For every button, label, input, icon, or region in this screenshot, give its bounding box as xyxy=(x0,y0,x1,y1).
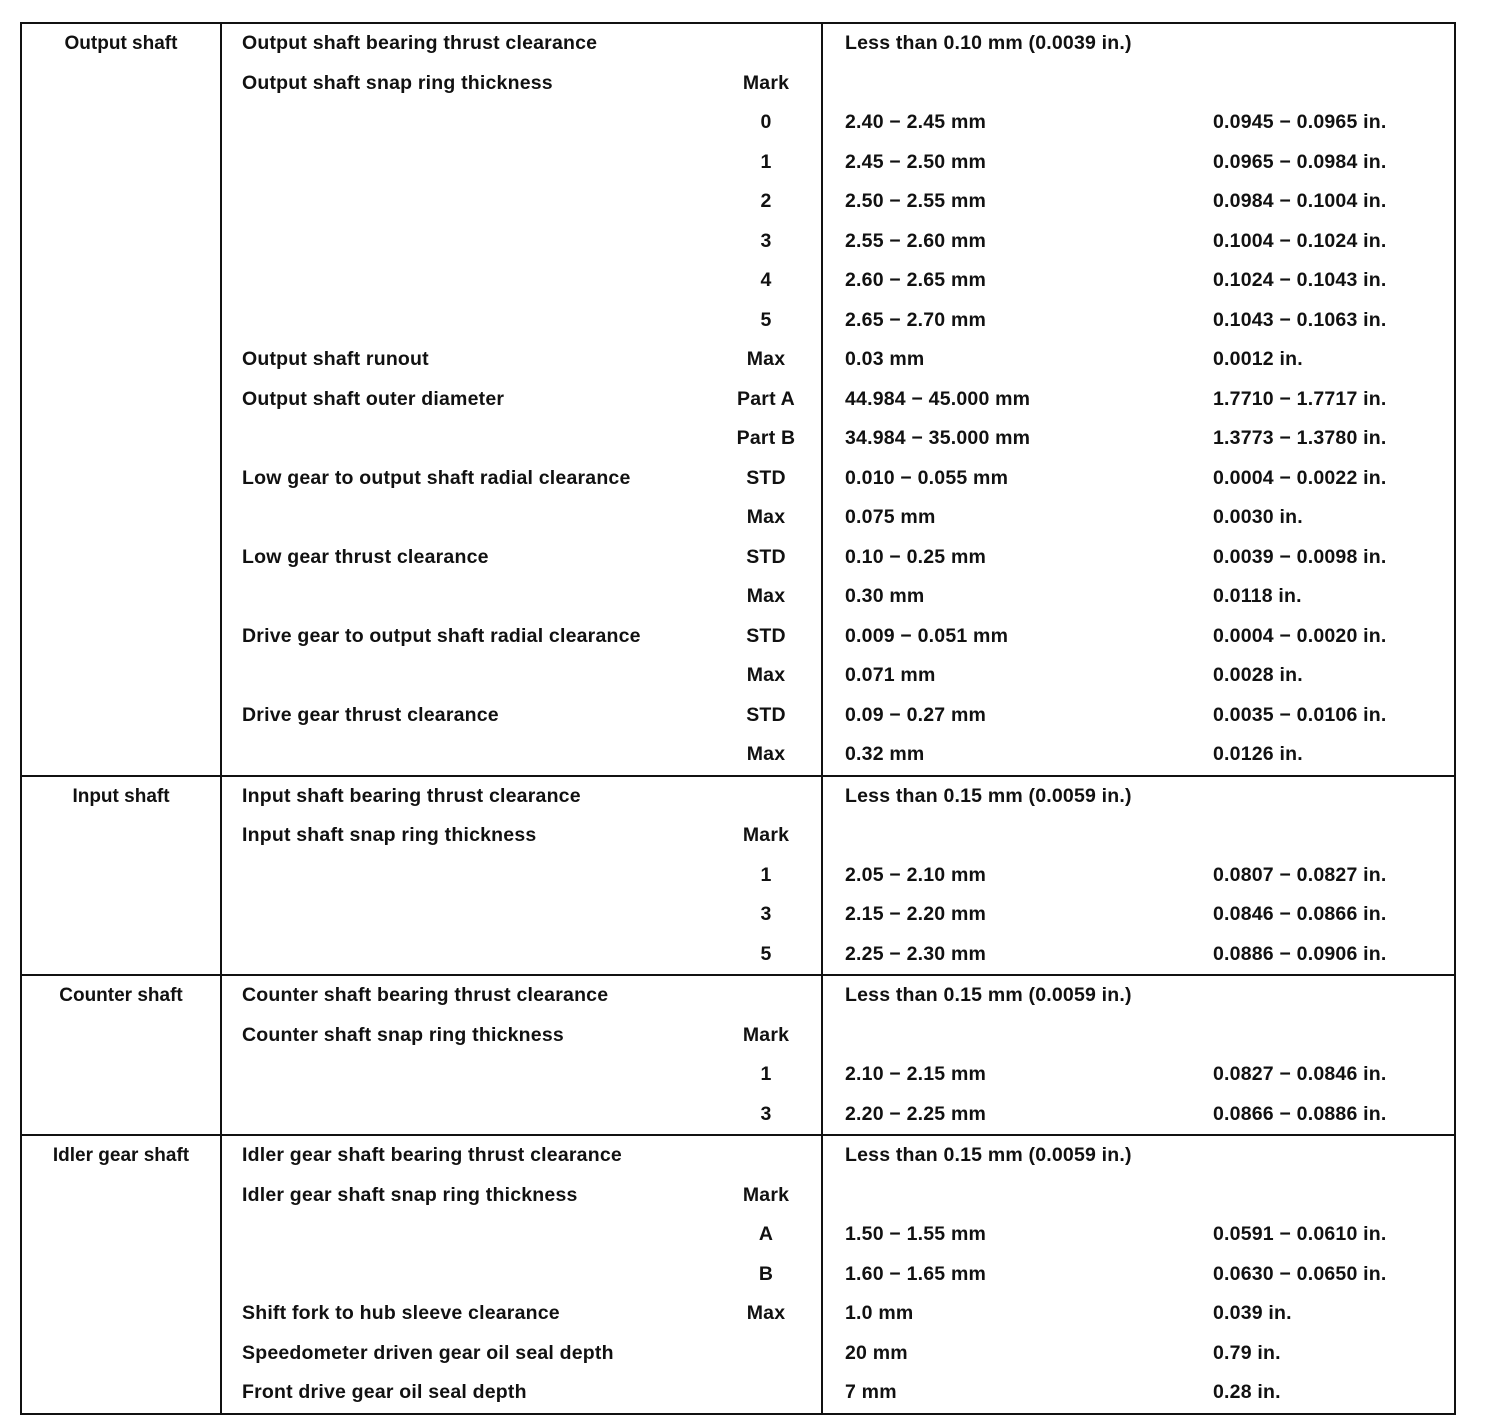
item-label: Shift fork to hub sleeve clearance xyxy=(242,1302,560,1325)
mark-label: Mark xyxy=(742,71,790,94)
value-mm: Less than 0.10 mm (0.0039 in.) xyxy=(845,32,1132,55)
mark-label: 1 xyxy=(760,863,772,886)
item-row xyxy=(222,816,821,856)
item-row xyxy=(222,1055,821,1095)
value-mm: 0.32 mm xyxy=(845,743,925,766)
value-mm: Less than 0.15 mm (0.0059 in.) xyxy=(845,1144,1132,1167)
section-output-shaft xyxy=(20,22,1456,775)
value-inch: 0.0827 − 0.0846 in. xyxy=(1213,1063,1387,1086)
value-row xyxy=(823,1373,1458,1413)
value-inch: 0.0039 − 0.0098 in. xyxy=(1213,545,1387,568)
value-mm: 2.45 − 2.50 mm xyxy=(845,150,987,173)
value-inch: 0.0866 − 0.0886 in. xyxy=(1213,1102,1387,1125)
value-row xyxy=(823,1016,1458,1056)
value-column xyxy=(823,24,1458,775)
item-row xyxy=(222,856,821,896)
mark-label: 3 xyxy=(760,1102,772,1125)
item-row xyxy=(222,656,821,696)
item-row xyxy=(222,103,821,143)
item-row xyxy=(222,419,821,459)
value-row xyxy=(823,777,1458,817)
value-column xyxy=(823,1136,1458,1413)
value-row xyxy=(823,1176,1458,1216)
value-mm: 2.05 − 2.10 mm xyxy=(845,863,987,886)
value-mm: 0.09 − 0.27 mm xyxy=(845,703,987,726)
value-row xyxy=(823,498,1458,538)
mark-label: Max xyxy=(746,664,786,687)
item-label: Idler gear shaft bearing thrust clearance xyxy=(242,1144,622,1167)
item-row xyxy=(222,301,821,341)
item-column xyxy=(222,976,823,1134)
value-inch: 0.0846 − 0.0866 in. xyxy=(1213,903,1387,926)
value-inch: 0.0028 in. xyxy=(1213,664,1303,687)
mark-label: Max xyxy=(746,348,786,371)
item-row xyxy=(222,1176,821,1216)
value-mm: 1.50 − 1.55 mm xyxy=(845,1223,987,1246)
item-row xyxy=(222,1334,821,1374)
value-inch: 0.0004 − 0.0020 in. xyxy=(1213,624,1387,647)
value-row xyxy=(823,1215,1458,1255)
value-inch: 0.79 in. xyxy=(1213,1341,1281,1364)
value-inch: 0.0630 − 0.0650 in. xyxy=(1213,1262,1387,1285)
mark-label: Max xyxy=(746,506,786,529)
item-row xyxy=(222,1294,821,1334)
value-row xyxy=(823,735,1458,775)
value-mm: Less than 0.15 mm (0.0059 in.) xyxy=(845,784,1132,807)
value-mm: 2.10 − 2.15 mm xyxy=(845,1063,987,1086)
value-row xyxy=(823,419,1458,459)
item-label: Output shaft runout xyxy=(242,348,429,371)
value-row xyxy=(823,1095,1458,1135)
value-row xyxy=(823,538,1458,578)
item-label: Output shaft outer diameter xyxy=(242,387,505,410)
value-mm: 7 mm xyxy=(845,1381,897,1404)
mark-label: 5 xyxy=(760,308,772,331)
value-inch: 0.0965 − 0.0984 in. xyxy=(1213,150,1387,173)
value-column xyxy=(823,777,1458,975)
section-title: Output shaft xyxy=(22,24,222,775)
item-label: Counter shaft snap ring thickness xyxy=(242,1023,564,1046)
mark-label: Part B xyxy=(736,427,796,450)
value-row xyxy=(823,340,1458,380)
value-row xyxy=(823,656,1458,696)
mark-label: Part A xyxy=(737,387,795,410)
item-row xyxy=(222,1215,821,1255)
value-row xyxy=(823,103,1458,143)
item-row xyxy=(222,696,821,736)
value-inch: 0.0035 − 0.0106 in. xyxy=(1213,703,1387,726)
value-row xyxy=(823,856,1458,896)
item-row xyxy=(222,538,821,578)
item-row xyxy=(222,617,821,657)
item-row xyxy=(222,1136,821,1176)
value-mm: 0.30 mm xyxy=(845,585,925,608)
value-row xyxy=(823,895,1458,935)
mark-label: Max xyxy=(746,743,786,766)
value-inch: 0.0030 in. xyxy=(1213,506,1303,529)
value-mm: 2.20 − 2.25 mm xyxy=(845,1102,987,1125)
value-row xyxy=(823,1334,1458,1374)
value-row xyxy=(823,935,1458,975)
item-row xyxy=(222,1373,821,1413)
value-row xyxy=(823,64,1458,104)
value-inch: 0.0886 − 0.0906 in. xyxy=(1213,942,1387,965)
item-row xyxy=(222,735,821,775)
mark-label: Mark xyxy=(742,1183,790,1206)
value-inch: 0.039 in. xyxy=(1213,1302,1292,1325)
value-mm: 0.10 − 0.25 mm xyxy=(845,545,987,568)
value-mm: 2.40 − 2.45 mm xyxy=(845,111,987,134)
item-column xyxy=(222,1136,823,1413)
mark-label: B xyxy=(758,1262,774,1285)
value-mm: 2.55 − 2.60 mm xyxy=(845,229,987,252)
item-row xyxy=(222,64,821,104)
value-mm: Less than 0.15 mm (0.0059 in.) xyxy=(845,984,1132,1007)
item-label: Low gear to output shaft radial clearance xyxy=(242,466,631,489)
value-row xyxy=(823,1294,1458,1334)
value-row xyxy=(823,261,1458,301)
value-row xyxy=(823,222,1458,262)
mark-label: Max xyxy=(746,1302,786,1325)
value-inch: 0.0004 − 0.0022 in. xyxy=(1213,466,1387,489)
value-inch: 1.3773 − 1.3780 in. xyxy=(1213,427,1387,450)
value-row xyxy=(823,301,1458,341)
mark-label: Max xyxy=(746,585,786,608)
mark-label: 4 xyxy=(760,269,772,292)
mark-label: A xyxy=(758,1223,774,1246)
value-row xyxy=(823,1055,1458,1095)
section-title: Counter shaft xyxy=(22,976,222,1134)
item-label: Front drive gear oil seal depth xyxy=(242,1381,527,1404)
item-row xyxy=(222,459,821,499)
mark-label: 2 xyxy=(760,190,772,213)
value-row xyxy=(823,1136,1458,1176)
section-title: Input shaft xyxy=(22,777,222,975)
section-title: Idler gear shaft xyxy=(22,1136,222,1413)
item-row xyxy=(222,1255,821,1295)
value-inch: 0.0591 − 0.0610 in. xyxy=(1213,1223,1387,1246)
value-mm: 2.50 − 2.55 mm xyxy=(845,190,987,213)
section-idler-gear-shaft xyxy=(20,1134,1456,1415)
item-row xyxy=(222,777,821,817)
value-row xyxy=(823,617,1458,657)
item-row xyxy=(222,380,821,420)
section-input-shaft xyxy=(20,775,1456,975)
value-mm: 0.071 mm xyxy=(845,664,936,687)
section-counter-shaft xyxy=(20,974,1456,1134)
mark-label: Mark xyxy=(742,824,790,847)
value-mm: 1.60 − 1.65 mm xyxy=(845,1262,987,1285)
value-row xyxy=(823,696,1458,736)
item-row xyxy=(222,222,821,262)
value-inch: 0.0118 in. xyxy=(1213,585,1302,608)
value-inch: 0.1043 − 0.1063 in. xyxy=(1213,308,1387,331)
value-row xyxy=(823,976,1458,1016)
item-row xyxy=(222,976,821,1016)
value-row xyxy=(823,143,1458,183)
value-inch: 1.7710 − 1.7717 in. xyxy=(1213,387,1387,410)
mark-label: 3 xyxy=(760,903,772,926)
item-row xyxy=(222,143,821,183)
item-row xyxy=(222,24,821,64)
item-row xyxy=(222,340,821,380)
item-row xyxy=(222,935,821,975)
item-column xyxy=(222,777,823,975)
value-row xyxy=(823,1255,1458,1295)
item-label: Input shaft bearing thrust clearance xyxy=(242,784,581,807)
value-row xyxy=(823,182,1458,222)
item-row xyxy=(222,1095,821,1135)
mark-label: 1 xyxy=(760,1063,772,1086)
value-row xyxy=(823,816,1458,856)
item-row xyxy=(222,261,821,301)
value-inch: 0.0984 − 0.1004 in. xyxy=(1213,190,1387,213)
item-label: Output shaft snap ring thickness xyxy=(242,71,553,94)
value-inch: 0.0807 − 0.0827 in. xyxy=(1213,863,1387,886)
item-label: Drive gear thrust clearance xyxy=(242,703,499,726)
item-label: Counter shaft bearing thrust clearance xyxy=(242,984,609,1007)
value-mm: 34.984 − 35.000 mm xyxy=(845,427,1031,450)
mark-label: 3 xyxy=(760,229,772,252)
value-row xyxy=(823,380,1458,420)
item-row xyxy=(222,498,821,538)
value-row xyxy=(823,24,1458,64)
value-mm: 2.65 − 2.70 mm xyxy=(845,308,987,331)
mark-label: STD xyxy=(746,624,786,647)
value-mm: 2.60 − 2.65 mm xyxy=(845,269,987,292)
value-inch: 0.28 in. xyxy=(1213,1381,1281,1404)
item-column xyxy=(222,24,823,775)
value-mm: 2.15 − 2.20 mm xyxy=(845,903,987,926)
spec-table xyxy=(20,22,1456,1415)
item-label: Input shaft snap ring thickness xyxy=(242,824,537,847)
mark-label: 1 xyxy=(760,150,772,173)
value-inch: 0.1024 − 0.1043 in. xyxy=(1213,269,1387,292)
mark-label: STD xyxy=(746,703,786,726)
value-mm: 2.25 − 2.30 mm xyxy=(845,942,987,965)
mark-label: Mark xyxy=(742,1023,790,1046)
item-row xyxy=(222,577,821,617)
value-mm: 1.0 mm xyxy=(845,1302,914,1325)
value-column xyxy=(823,976,1458,1134)
mark-label: STD xyxy=(746,545,786,568)
item-label: Drive gear to output shaft radial clearance xyxy=(242,624,641,647)
value-inch: 0.0126 in. xyxy=(1213,743,1303,766)
value-mm: 44.984 − 45.000 mm xyxy=(845,387,1031,410)
value-row xyxy=(823,577,1458,617)
item-row xyxy=(222,1016,821,1056)
value-mm: 0.009 − 0.051 mm xyxy=(845,624,1009,647)
mark-label: STD xyxy=(746,466,786,489)
value-mm: 20 mm xyxy=(845,1341,908,1364)
item-label: Low gear thrust clearance xyxy=(242,545,489,568)
value-inch: 0.1004 − 0.1024 in. xyxy=(1213,229,1387,252)
value-mm: 0.010 − 0.055 mm xyxy=(845,466,1009,489)
item-row xyxy=(222,182,821,222)
item-row xyxy=(222,895,821,935)
item-label: Speedometer driven gear oil seal depth xyxy=(242,1341,614,1364)
value-mm: 0.075 mm xyxy=(845,506,936,529)
item-label: Idler gear shaft snap ring thickness xyxy=(242,1183,578,1206)
value-inch: 0.0945 − 0.0965 in. xyxy=(1213,111,1387,134)
value-mm: 0.03 mm xyxy=(845,348,925,371)
mark-label: 0 xyxy=(760,111,772,134)
value-row xyxy=(823,459,1458,499)
mark-label: 5 xyxy=(760,942,772,965)
item-label: Output shaft bearing thrust clearance xyxy=(242,32,598,55)
value-inch: 0.0012 in. xyxy=(1213,348,1303,371)
